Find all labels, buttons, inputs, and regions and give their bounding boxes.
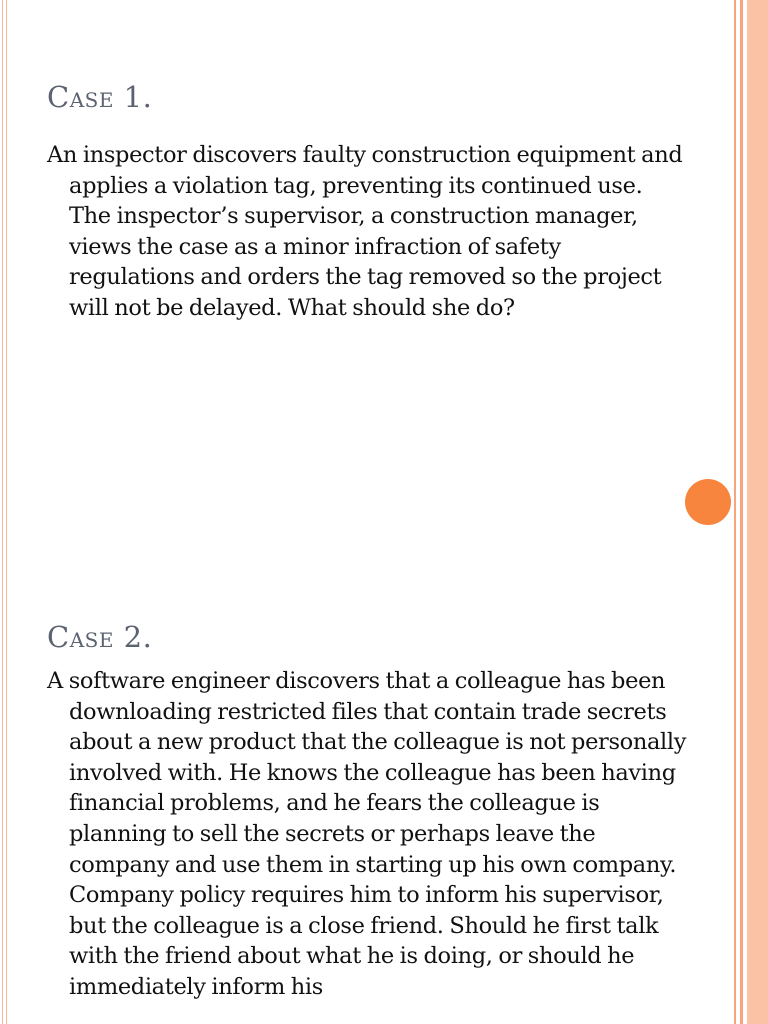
orange-dot-icon — [685, 479, 731, 525]
case-2-title: Case 2. — [47, 620, 153, 654]
case-1-title: Case 1. — [47, 80, 153, 114]
case-2-text: A software engineer discovers that a colleague has been downloading restricted files that contain trade secrets about a new product that the colleague is not personally involved with. He knows the colleague has been having financial problems, and he fears the colleague is planning to sell the secrets or perhaps leave the company and use them in starting up his own company. Company policy requires him to inform his supervisor, but the colleague is a close friend. Should he first talk with the friend about what he is doing, or should he immediately inform his — [47, 668, 687, 1000]
left-border-line — [2, 0, 3, 1024]
right-band — [747, 0, 768, 1024]
case-1-text: An inspector discovers faulty construction equipment and applies a violation tag, preventing its continued use. The inspector’s supervisor, a construction manager, views the case as a minor infraction of safety regulations and orders the tag removed so the project will not be delayed. What should she do? — [47, 142, 683, 321]
left-border — [0, 0, 7, 1024]
